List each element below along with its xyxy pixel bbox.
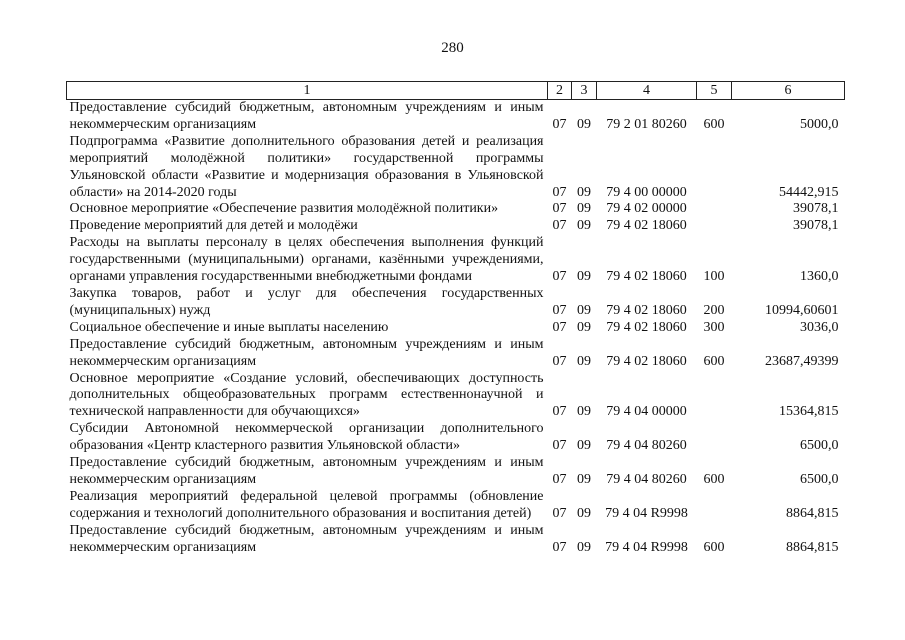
table-row <box>67 421 845 455</box>
header-col-1: 1 <box>67 82 548 100</box>
row-name: Предоставление субсидий бюджетным, автономным учреждениям и иным некоммерческим организациям <box>69 522 544 555</box>
row-section: 07 <box>552 438 567 454</box>
header-col-4: 4 <box>597 82 697 100</box>
row-amount: 23687,49399 <box>765 353 839 369</box>
row-subsection: 09 <box>577 302 591 318</box>
row-amount: 6500,0 <box>800 438 839 454</box>
row-name: Основное мероприятие «Обеспечение развития молодёжной политики» <box>69 201 499 217</box>
row-expense-type: 600 <box>703 353 725 369</box>
row-amount: 3036,0 <box>800 319 839 335</box>
row-target-article: 79 4 02 18060 <box>606 319 687 335</box>
row-target-article: 79 4 02 18060 <box>606 302 687 318</box>
row-target-article: 79 4 00 00000 <box>606 184 687 200</box>
table-body <box>67 100 845 557</box>
row-name: Закупка товаров, работ и услуг для обеспечения государственных (муниципальных) нужд <box>69 285 544 318</box>
row-amount: 15364,815 <box>779 404 839 420</box>
row-section: 07 <box>552 201 567 217</box>
row-target-article: 79 4 02 18060 <box>606 269 687 285</box>
table-row <box>67 286 845 320</box>
row-name: Реализация мероприятий федеральной целевой программы (обновление содержания и технологий дополнительного образования и воспитания детей) <box>69 488 544 521</box>
row-subsection: 09 <box>577 539 591 555</box>
row-expense-type <box>697 134 732 202</box>
table-row <box>67 320 845 337</box>
table-row <box>67 455 845 489</box>
row-subsection: 09 <box>577 353 591 369</box>
row-target-article: 79 4 04 80260 <box>606 471 687 487</box>
table-row <box>67 523 845 557</box>
row-expense-type <box>697 201 732 218</box>
row-amount: 39078,1 <box>793 201 839 217</box>
row-subsection: 09 <box>577 471 591 487</box>
row-expense-type: 300 <box>703 319 725 335</box>
table-row <box>67 235 845 286</box>
table-row <box>67 201 845 218</box>
row-section: 07 <box>552 269 567 285</box>
row-target-article: 79 2 01 80260 <box>606 116 687 132</box>
row-subsection: 09 <box>577 116 591 132</box>
table-row <box>67 371 845 422</box>
row-amount: 39078,1 <box>793 218 839 234</box>
row-amount: 54442,915 <box>779 184 839 200</box>
row-subsection: 09 <box>577 505 591 521</box>
row-amount: 10994,60601 <box>765 302 839 318</box>
row-expense-type <box>697 421 732 455</box>
row-expense-type <box>697 489 732 523</box>
row-name: Проведение мероприятий для детей и молодёжи <box>69 218 358 234</box>
table-row <box>67 218 845 235</box>
row-section: 07 <box>552 184 567 200</box>
row-expense-type <box>697 218 732 235</box>
row-target-article: 79 4 02 00000 <box>606 201 687 217</box>
row-amount: 8864,815 <box>786 505 839 521</box>
row-amount: 1360,0 <box>800 269 839 285</box>
header-col-3: 3 <box>572 82 597 100</box>
row-name: Субсидии Автономной некоммерческой организации дополнительного образования «Центр кластерного развития Ульяновской области» <box>69 421 544 454</box>
row-section: 07 <box>552 539 567 555</box>
header-col-6: 6 <box>732 82 845 100</box>
header-col-2: 2 <box>548 82 572 100</box>
row-subsection: 09 <box>577 319 591 335</box>
row-subsection: 09 <box>577 404 591 420</box>
table-row <box>67 100 845 134</box>
row-subsection: 09 <box>577 438 591 454</box>
row-section: 07 <box>552 302 567 318</box>
row-name: Подпрограмма «Развитие дополнительного образования детей и реализация мероприятий молодёжной политики» государственной программы Ульяновской области «Развитие и модернизация образования в Ульяновской области» на 2014-2020 годы <box>69 133 544 200</box>
header-col-5: 5 <box>697 82 732 100</box>
row-amount: 5000,0 <box>800 116 839 132</box>
row-expense-type: 100 <box>703 269 725 285</box>
row-expense-type: 600 <box>703 471 725 487</box>
row-expense-type: 600 <box>703 116 725 132</box>
table-row <box>67 489 845 523</box>
row-subsection: 09 <box>577 269 591 285</box>
table-row <box>67 337 845 371</box>
row-subsection: 09 <box>577 218 591 234</box>
budget-table <box>66 81 845 556</box>
table-row <box>67 134 845 202</box>
row-section: 07 <box>552 505 567 521</box>
row-name: Расходы на выплаты персоналу в целях обеспечения выполнения функций государственными (муниципальными) органами, казёнными учреждениями, органами управления государственными внебюджетными фондами <box>69 235 544 285</box>
row-target-article: 79 4 04 R9998 <box>605 539 688 555</box>
row-amount: 8864,815 <box>786 539 839 555</box>
row-target-article: 79 4 02 18060 <box>606 218 687 234</box>
row-name: Социальное обеспечение и иные выплаты населению <box>69 319 389 335</box>
row-name: Предоставление субсидий бюджетным, автономным учреждениям и иным некоммерческим организациям <box>69 336 544 369</box>
row-target-article: 79 4 04 R9998 <box>605 505 688 521</box>
row-target-article: 79 4 02 18060 <box>606 353 687 369</box>
row-target-article: 79 4 04 80260 <box>606 438 687 454</box>
row-section: 07 <box>552 404 567 420</box>
row-target-article: 79 4 04 00000 <box>606 404 687 420</box>
row-expense-type: 600 <box>703 539 725 555</box>
page-number: 280 <box>441 40 464 56</box>
row-name: Предоставление субсидий бюджетным, автономным учреждениям и иным некоммерческим организациям <box>69 455 544 487</box>
row-name: Основное мероприятие «Создание условий, обеспечивающих доступность дополнительных общеобразовательных программ естественнонаучной и технической направленности для обучающихся» <box>69 370 544 420</box>
row-section: 07 <box>552 116 567 132</box>
row-section: 07 <box>552 353 567 369</box>
row-amount: 6500,0 <box>800 471 839 487</box>
table-header-row <box>67 82 845 100</box>
row-subsection: 09 <box>577 201 591 217</box>
row-subsection: 09 <box>577 184 591 200</box>
row-expense-type: 200 <box>703 302 725 318</box>
row-section: 07 <box>552 471 567 487</box>
row-section: 07 <box>552 319 567 335</box>
row-name: Предоставление субсидий бюджетным, автономным учреждениям и иным некоммерческим организациям <box>69 100 544 132</box>
row-section: 07 <box>552 218 567 234</box>
row-expense-type <box>697 371 732 422</box>
